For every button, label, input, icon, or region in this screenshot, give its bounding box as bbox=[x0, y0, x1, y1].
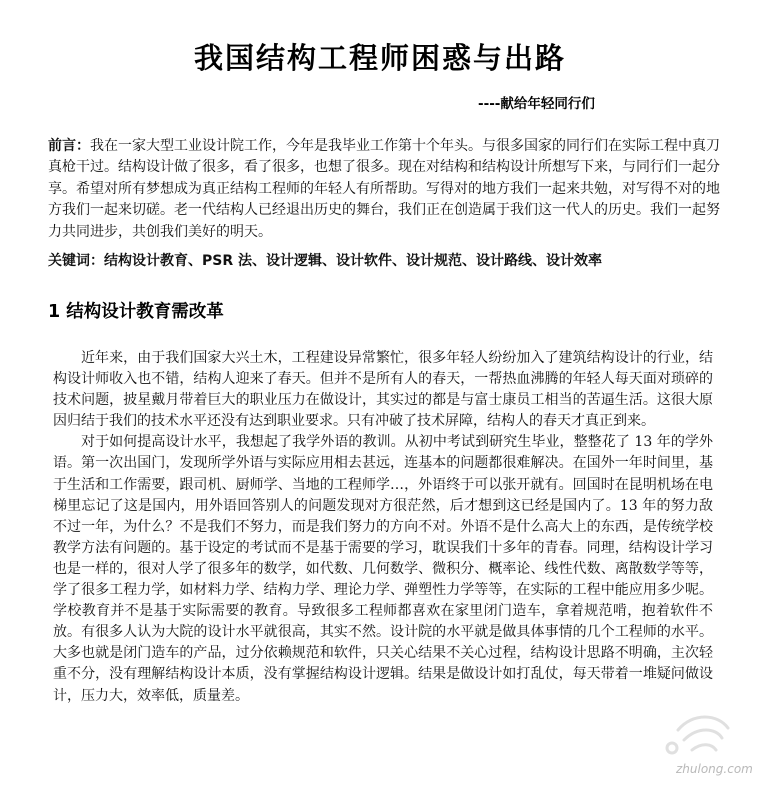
preface-paragraph bbox=[48, 136, 720, 243]
section-heading: 1 结构设计教育需改革 bbox=[48, 302, 224, 322]
preface-label: 前言： bbox=[48, 138, 90, 154]
document-subtitle: ----献给年轻同行们 bbox=[478, 96, 595, 112]
keywords-text: 结构设计教育、PSR 法、设计逻辑、设计软件、设计规范、设计路线、设计效率 bbox=[104, 253, 602, 269]
keywords-label: 关键词： bbox=[48, 253, 104, 269]
body-paragraph: 对于如何提高设计水平，我想起了我学外语的教训。从初中考试到研究生毕业，整整花了 13 年的学外语。第一次出国门，发现所学外语与实际应用相去甚远，连基本的问题都很难解决。在国外一年时间里，基于生活和工作需要，跟司机、厨师学、当地的工程师学…，外语终于可以张开就有。回国时在昆明机场在电梯里忘记了这是国内，用外语回答别人的问题发现对方很茫然，后才想到这已经是国内了。13 年的努力敌不过一年，为什么？不是我们不努力，而是我们努力的方向不对。外语不是什么高大上的东西，是传统学校教学方法有问题的。基于设定的考试而不是基于需要的学习，耽误我们十多年的青春。同理，结构设计学习也是一样的，很对人学了很多年的数学，如代数、几何数学、微积分、概率论、线性代数、离散数学等等，学了很多工程力学，如材料力学、结构力学、理论力学、弹塑性力学等等，在实际的工程中能应用多少呢。学校教育并不是基于实际需要的教育。导致很多工程师都喜欢在家里闭门造车，拿着规范啃，抱着软件不放。有很多人认为大院的设计水平就很高，其实不然。设计院的水平就是做具体事情的几个工程师的水平。大多也就是闭门造车的产品，过分依赖规范和软件，只关心结果不关心过程，结构设计思路不明确，主次轻重不分，没有理解结构设计本质，没有掌握结构设计逻辑。结果是做设计如打乱仗，每天带着一堆疑问做设计，压力大，效率低，质量差。 bbox=[53, 434, 713, 704]
keywords-line bbox=[48, 251, 728, 272]
section-body bbox=[53, 348, 713, 707]
document-title: 我国结构工程师困惑与出路 bbox=[193, 41, 566, 75]
watermark-text: zhulong.com bbox=[676, 762, 753, 776]
body-paragraph: 近年来，由于我们国家大兴土木，工程建设异常繁忙，很多年轻人纷纷加入了建筑结构设计的行业，结构设计师收入也不错，结构人迎来了春天。但并不是所有人的春天，一帮热血沸腾的年轻人每天面对琐碎的技术问题，披星戴月带着巨大的职业压力在做设计，其实过的都是与富士康员工相当的苦逼生活。这很大原因归结于我们的技术水平还没有达到职业要求。只有冲破了技术屏障，结构人的春天才真正到来。 bbox=[53, 350, 713, 430]
preface-text: 我在一家大型工业设计院工作，今年是我毕业工作第十个年头。与很多国家的同行们在实际工程中真刀真枪干过。结构设计做了很多，看了很多，也想了很多。现在对结构和结构设计所想写下来，与同行们一起分享。希望对所有梦想成为真正结构工程师的年轻人有所帮助。写得对的地方我们一起来共勉，对写得不对的地方我们一起来切磋。老一代结构人已经退出历史的舞台，我们正在创造属于我们这一代人的历史。我们一起努力共同进步，共创我们美好的明天。 bbox=[48, 138, 720, 240]
